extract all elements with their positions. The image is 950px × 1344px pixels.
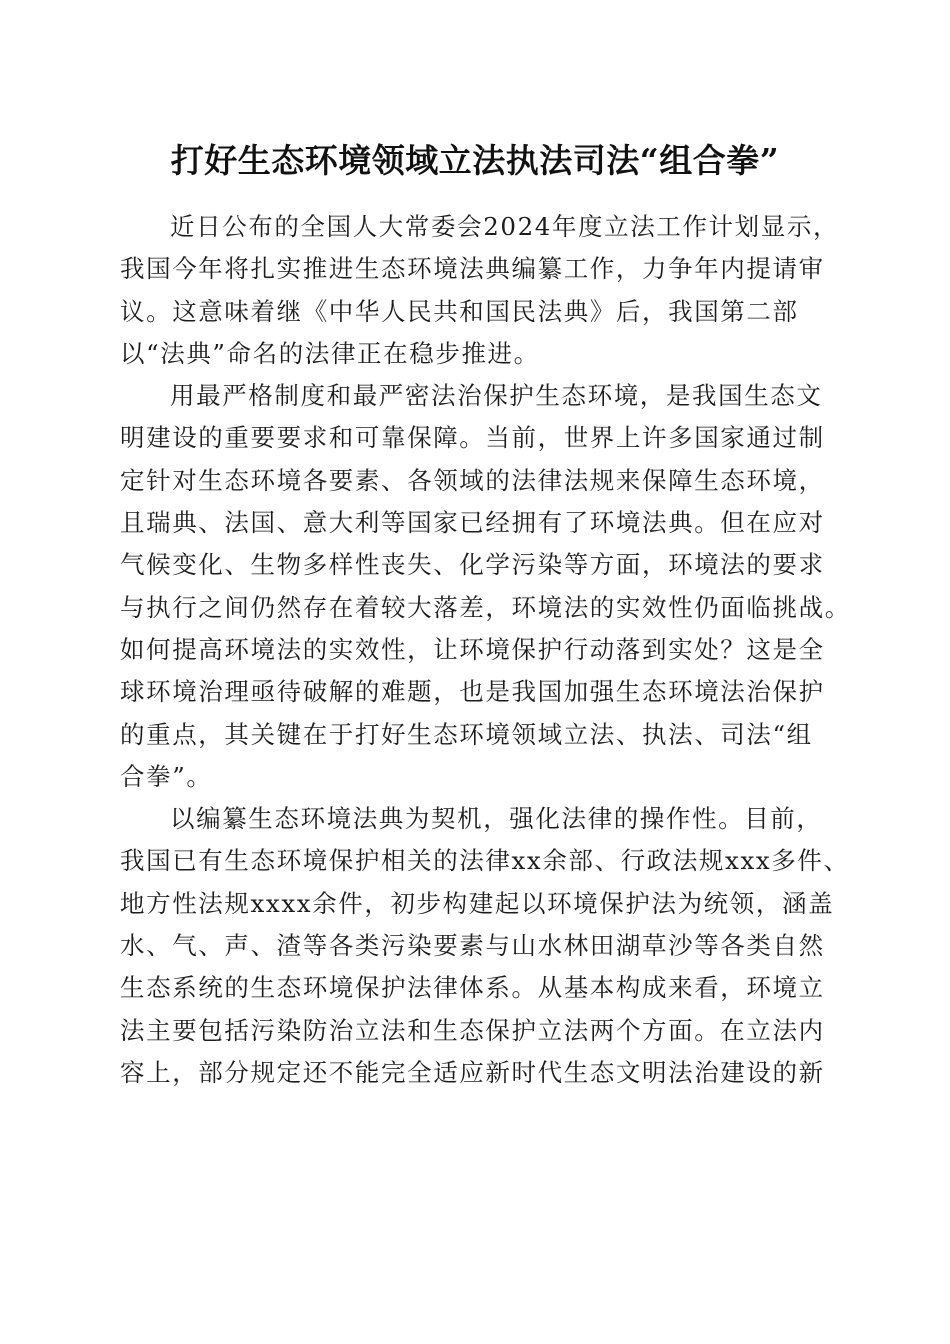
document-title: 打好生态环境领域立法执法司法“组合拳” — [170, 141, 780, 180]
text-line: 与执行之间仍然存在着较大落差，环境法的实效性仍面临挑战。 — [120, 592, 851, 622]
text-line: 容上，部分规定还不能完全适应新时代生态文明法治建设的新 — [120, 1057, 825, 1087]
text-line: 水、气、声、渣等各类污染要素与山水林田湖草沙等各类自然 — [120, 931, 825, 961]
text-line: 法主要包括污染防治立法和生态保护立法两个方面。在立法内 — [120, 1015, 825, 1045]
text-line: 合拳”。 — [120, 761, 213, 791]
text-line: 以“法典”命名的法律正在稳步推进。 — [120, 338, 540, 368]
text-line: 的重点，其关键在于打好生态环境领域立法、执法、司法“组 — [120, 719, 813, 749]
text-line: 如何提高环境法的实效性，让环境保护行动落到实处？这是全 — [120, 634, 825, 664]
document-body — [120, 206, 851, 1094]
text-line: 球环境治理亟待破解的难题，也是我国加强生态环境法治保护 — [120, 677, 825, 707]
text-line: 定针对生态环境各要素、各领域的法律法规来保障生态环境， — [120, 465, 825, 495]
text-line: 气候变化、生物多样性丧失、化学污染等方面，环境法的要求 — [120, 550, 825, 580]
text-line: 我国今年将扎实推进生态环境法典编纂工作，力争年内提请审 — [120, 254, 825, 284]
paragraph-3 — [120, 798, 850, 1094]
text-line: 近日公布的全国人大常委会2024年度立法工作计划显示， — [170, 212, 840, 241]
text-line: 我国已有生态环境保护相关的法律xx余部、行政法规xxx多件、 — [120, 846, 850, 876]
text-line: 且瑞典、法国、意大利等国家已经拥有了环境法典。但在应对 — [120, 508, 825, 538]
text-line: 地方性法规xxxx余件，初步构建起以环境保护法为统领，涵盖 — [120, 888, 835, 918]
text-line: 用最严格制度和最严密法治保护生态环境，是我国生态文 — [170, 381, 823, 411]
text-line: 以编纂生态环境法典为契机，强化法律的操作性。目前， — [170, 804, 823, 834]
text-line: 议。这意味着继《中华人民共和国民法典》后，我国第二部 — [120, 296, 799, 326]
text-line: 明建设的重要要求和可靠保障。当前，世界上许多国家通过制 — [120, 423, 825, 453]
paragraph-2 — [120, 375, 851, 798]
text-line: 生态系统的生态环境保护法律体系。从基本构成来看，环境立 — [120, 973, 825, 1003]
paragraph-1 — [120, 206, 840, 375]
